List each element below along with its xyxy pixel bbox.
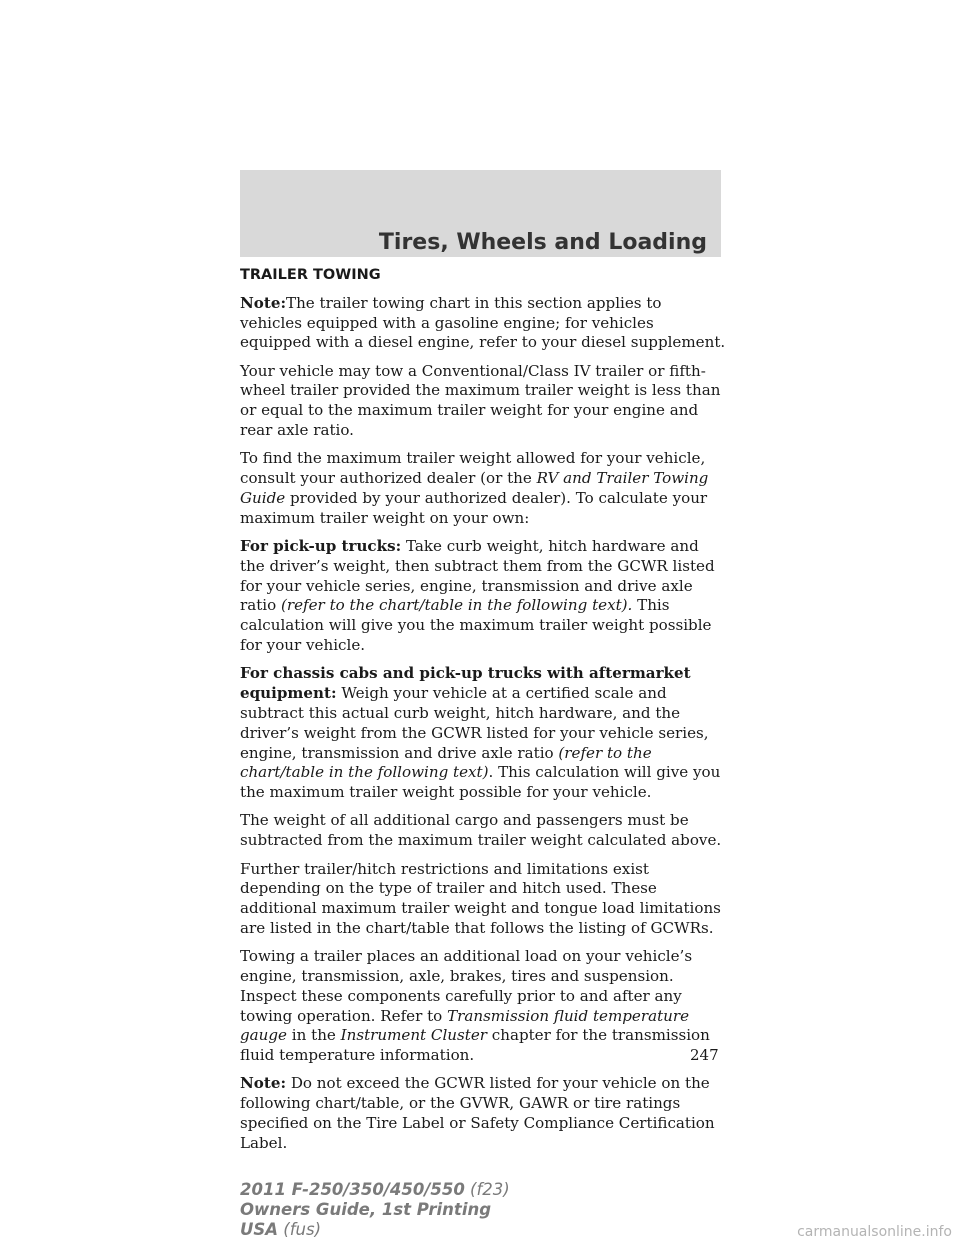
footer-print-info: 2011 F-250/350/450/550 (f23) Owners Guide, 1st Printing USA (fus) (240, 1180, 510, 1239)
chassis-label: For chassis cabs and pick-up trucks with aftermarket equipment: (240, 664, 691, 703)
paragraph-pickup-trucks: For pick-up trucks: Take curb weight, hitch hardware and the driver’s weight, then subtract them from the GCWR listed for your vehicle series, engine, transmission and drive axle ratio (refer to the chart/table in the following text). This calculation will give you the maximum trailer weight possible for your vehicle. (240, 537, 715, 655)
note-label: Note: (240, 293, 287, 312)
paragraph-towing-capability: Your vehicle may tow a Conventional/Class IV trailer or fifth-wheel trailer provided the maximum trailer weight is less than or equal to the maximum trailer weight for your engine and rear axle ratio. (240, 361, 721, 440)
header-band (240, 170, 721, 257)
note-paragraph-1 (240, 294, 726, 353)
paragraph-find-max-weight: To find the maximum trailer weight allowed for your vehicle, consult your authorized dealer (or the RV and Trailer Towing Guide provided by your authorized dealer). To calculate your maximum trailer weight on your own: (240, 449, 709, 527)
watermark: carmanualsonline.info (797, 1224, 952, 1240)
page-content (240, 266, 726, 1162)
pickup-label: For pick-up trucks: (240, 537, 402, 556)
paragraph-restrictions: Further trailer/hitch restrictions and limitations exist depending on the type of trailer and hitch used. These additional maximum trailer weight and tongue load limitations are listed in the chart/table that follows the listing of GCWRs. (240, 859, 721, 937)
chapter-title: Tires, Wheels and Loading (378, 230, 707, 255)
paragraph-inspection: Towing a trailer places an additional load on your vehicle’s engine, transmission, axle, brakes, tires and suspension. Inspect these components carefully prior to and after any towing operation. Refer to Transmission fluid temperature gauge in the Instrument Cluster chapter for the transmission fluid temperature information. (240, 947, 710, 1065)
page-number: 247 (690, 1046, 719, 1064)
paragraph-cargo-weight: The weight of all additional cargo and passengers must be subtracted from the maximum trailer weight calculated above. (240, 811, 722, 850)
note-label: Note: (240, 1074, 287, 1093)
note-paragraph-2 (240, 1074, 726, 1153)
note-text: Do not exceed the GCWR listed for your vehicle on the following chart/table, or the GVWR, GAWR or tire ratings specified on the Tire Label or Safety Compliance Certification Label. (240, 1074, 715, 1152)
rv-guide-reference: RV and Trailer Towing Guide (240, 469, 709, 507)
note-text: The trailer towing chart in this section applies to vehicles equipped with a gasoline engine; for vehicles equipped with a diesel engine, refer to your diesel supplement. (240, 293, 726, 352)
section-heading: TRAILER TOWING (240, 267, 381, 283)
paragraph-chassis-cabs: For chassis cabs and pick-up trucks with aftermarket equipment: Weigh your vehicle at a certified scale and subtract this actual curb weight, hitch hardware, and the driver’s weight from the GCWR listed for your vehicle series, engine, transmission and drive axle ratio (refer to the chart/table in the following text). This calculation will give you the maximum trailer weight possible for your vehicle. (240, 664, 721, 802)
